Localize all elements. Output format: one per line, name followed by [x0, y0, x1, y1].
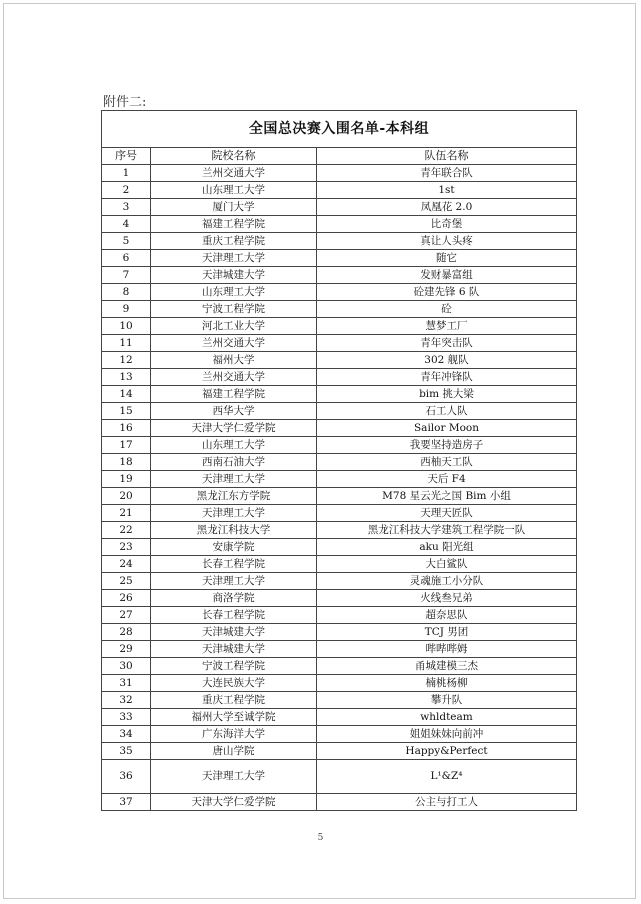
- table-row: [102, 318, 577, 335]
- row-number: 13: [102, 369, 151, 386]
- row-number: 37: [102, 794, 151, 811]
- table-row: [102, 505, 577, 522]
- row-number: 20: [102, 488, 151, 505]
- row-number: 25: [102, 573, 151, 590]
- row-number: 14: [102, 386, 151, 403]
- row-number: 7: [102, 267, 151, 284]
- school-name: 重庆工程学院: [151, 692, 317, 709]
- table-row: [102, 352, 577, 369]
- row-number: 1: [102, 165, 151, 182]
- school-name: 河北工业大学: [151, 318, 317, 335]
- team-name: 比奇堡: [317, 216, 577, 233]
- table-row: [102, 760, 577, 794]
- table-row: [102, 250, 577, 267]
- table-row: [102, 335, 577, 352]
- team-name: 凤凰花 2.0: [317, 199, 577, 216]
- team-name: 天后 F4: [317, 471, 577, 488]
- table-row: [102, 267, 577, 284]
- school-name: 天津城建大学: [151, 267, 317, 284]
- table-row: [102, 420, 577, 437]
- row-number: 3: [102, 199, 151, 216]
- table-row: [102, 284, 577, 301]
- table-row: [102, 556, 577, 573]
- table-row: [102, 539, 577, 556]
- school-name: 长春工程学院: [151, 556, 317, 573]
- row-number: 35: [102, 743, 151, 760]
- table-row: [102, 488, 577, 505]
- table-row: [102, 454, 577, 471]
- school-name: 天津理工大学: [151, 760, 317, 794]
- header-team: 队伍名称: [317, 148, 577, 165]
- table-row: [102, 590, 577, 607]
- school-name: 天津理工大学: [151, 250, 317, 267]
- team-name: 真让人头疼: [317, 233, 577, 250]
- team-name: 甬城建模三杰: [317, 658, 577, 675]
- team-name: M78 星云光之国 Bim 小组: [317, 488, 577, 505]
- school-name: 天津理工大学: [151, 471, 317, 488]
- team-name: 青年突击队: [317, 335, 577, 352]
- row-number: 12: [102, 352, 151, 369]
- table-header-row: [102, 148, 577, 165]
- row-number: 17: [102, 437, 151, 454]
- table-row: [102, 692, 577, 709]
- team-name: 西柚天工队: [317, 454, 577, 471]
- school-name: 西华大学: [151, 403, 317, 420]
- school-name: 长春工程学院: [151, 607, 317, 624]
- row-number: 4: [102, 216, 151, 233]
- team-name: 302 舰队: [317, 352, 577, 369]
- team-name: L¹&Z⁴: [317, 760, 577, 794]
- row-number: 33: [102, 709, 151, 726]
- table-row: [102, 182, 577, 199]
- row-number: 36: [102, 760, 151, 794]
- finalists-table: [101, 110, 577, 811]
- school-name: 厦门大学: [151, 199, 317, 216]
- school-name: 兰州交通大学: [151, 165, 317, 182]
- row-number: 23: [102, 539, 151, 556]
- row-number: 30: [102, 658, 151, 675]
- school-name: 天津理工大学: [151, 573, 317, 590]
- table-row: [102, 743, 577, 760]
- row-number: 8: [102, 284, 151, 301]
- row-number: 18: [102, 454, 151, 471]
- row-number: 15: [102, 403, 151, 420]
- table-row: [102, 301, 577, 318]
- school-name: 天津大学仁爱学院: [151, 420, 317, 437]
- school-name: 山东理工大学: [151, 437, 317, 454]
- school-name: 天津大学仁爱学院: [151, 794, 317, 811]
- school-name: 宁波工程学院: [151, 658, 317, 675]
- row-number: 24: [102, 556, 151, 573]
- attachment-label: 附件二:: [103, 95, 147, 110]
- header-school: 院校名称: [151, 148, 317, 165]
- team-name: bim 挑大梁: [317, 386, 577, 403]
- team-name: 公主与打工人: [317, 794, 577, 811]
- team-name: 攀升队: [317, 692, 577, 709]
- team-name: Sailor Moon: [317, 420, 577, 437]
- team-name: TCJ 男团: [317, 624, 577, 641]
- table-row: [102, 233, 577, 250]
- table-row: [102, 658, 577, 675]
- row-number: 11: [102, 335, 151, 352]
- school-name: 黑龙江科技大学: [151, 522, 317, 539]
- table-row: [102, 607, 577, 624]
- school-name: 福州大学: [151, 352, 317, 369]
- row-number: 32: [102, 692, 151, 709]
- table-row: [102, 199, 577, 216]
- school-name: 福建工程学院: [151, 216, 317, 233]
- school-name: 天津理工大学: [151, 505, 317, 522]
- school-name: 唐山学院: [151, 743, 317, 760]
- school-name: 宁波工程学院: [151, 301, 317, 318]
- school-name: 重庆工程学院: [151, 233, 317, 250]
- team-name: whldteam: [317, 709, 577, 726]
- team-name: 大白鲨队: [317, 556, 577, 573]
- table-row: [102, 709, 577, 726]
- table-row: [102, 726, 577, 743]
- school-name: 商洛学院: [151, 590, 317, 607]
- table-row: [102, 216, 577, 233]
- team-name: 我要坚持造房子: [317, 437, 577, 454]
- team-name: 火线叁兄弟: [317, 590, 577, 607]
- table-row: [102, 471, 577, 488]
- school-name: 广东海洋大学: [151, 726, 317, 743]
- table-row: [102, 641, 577, 658]
- row-number: 10: [102, 318, 151, 335]
- table-title: 全国总决赛入围名单-本科组: [102, 111, 577, 148]
- team-name: 砼: [317, 301, 577, 318]
- page-number: 5: [317, 833, 324, 843]
- team-name: 天理天匠队: [317, 505, 577, 522]
- row-number: 5: [102, 233, 151, 250]
- school-name: 黑龙江东方学院: [151, 488, 317, 505]
- row-number: 22: [102, 522, 151, 539]
- table-row: [102, 522, 577, 539]
- team-name: aku 阳光组: [317, 539, 577, 556]
- school-name: 天津城建大学: [151, 624, 317, 641]
- school-name: 山东理工大学: [151, 182, 317, 199]
- row-number: 2: [102, 182, 151, 199]
- team-name: 超奈思队: [317, 607, 577, 624]
- table-title-row: [102, 111, 577, 148]
- table-row: [102, 675, 577, 692]
- school-name: 天津城建大学: [151, 641, 317, 658]
- row-number: 27: [102, 607, 151, 624]
- row-number: 21: [102, 505, 151, 522]
- team-name: Happy&Perfect: [317, 743, 577, 760]
- table-row: [102, 573, 577, 590]
- team-name: 砼建先锋 6 队: [317, 284, 577, 301]
- team-name: 青年联合队: [317, 165, 577, 182]
- school-name: 山东理工大学: [151, 284, 317, 301]
- table-body: [102, 165, 577, 811]
- school-name: 大连民族大学: [151, 675, 317, 692]
- row-number: 29: [102, 641, 151, 658]
- team-name: 姐姐妹妹向前冲: [317, 726, 577, 743]
- table-row: [102, 794, 577, 811]
- team-name: 灵魂施工小分队: [317, 573, 577, 590]
- school-name: 兰州交通大学: [151, 369, 317, 386]
- team-name: 黑龙江科技大学建筑工程学院一队: [317, 522, 577, 539]
- team-name: 1st: [317, 182, 577, 199]
- table-row: [102, 437, 577, 454]
- school-name: 兰州交通大学: [151, 335, 317, 352]
- table-row: [102, 369, 577, 386]
- table-row: [102, 165, 577, 182]
- table-row: [102, 386, 577, 403]
- row-number: 19: [102, 471, 151, 488]
- table-row: [102, 624, 577, 641]
- row-number: 16: [102, 420, 151, 437]
- school-name: 福建工程学院: [151, 386, 317, 403]
- team-name: 楠桃杨柳: [317, 675, 577, 692]
- row-number: 6: [102, 250, 151, 267]
- row-number: 28: [102, 624, 151, 641]
- team-name: 石工人队: [317, 403, 577, 420]
- row-number: 31: [102, 675, 151, 692]
- school-name: 西南石油大学: [151, 454, 317, 471]
- team-name: 发财暴富组: [317, 267, 577, 284]
- team-name: 青年冲锋队: [317, 369, 577, 386]
- team-name: 随它: [317, 250, 577, 267]
- team-name: 慧梦工厂: [317, 318, 577, 335]
- row-number: 9: [102, 301, 151, 318]
- school-name: 福州大学至诚学院: [151, 709, 317, 726]
- header-no: 序号: [102, 148, 151, 165]
- team-name: 哔哔哔姆: [317, 641, 577, 658]
- row-number: 34: [102, 726, 151, 743]
- school-name: 安康学院: [151, 539, 317, 556]
- table-row: [102, 403, 577, 420]
- row-number: 26: [102, 590, 151, 607]
